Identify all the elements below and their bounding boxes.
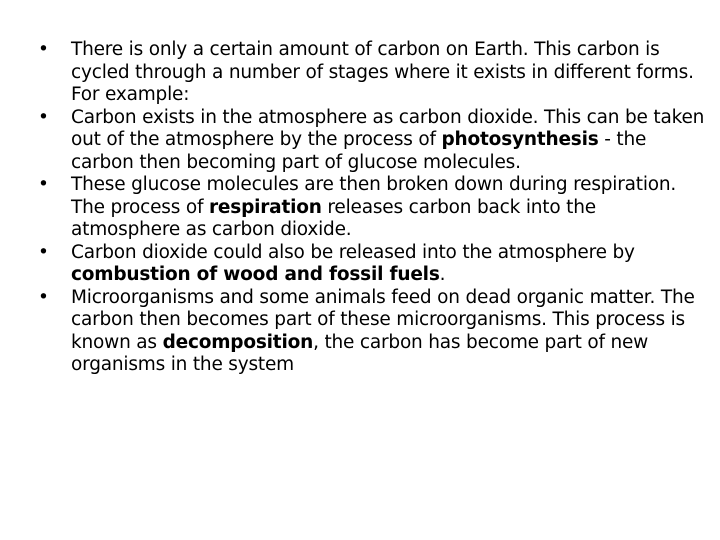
bullet-text: There is only a certain amount of carbon on Earth. This carbon is cycled through a number of stages where it exists in different forms. For example: <box>71 39 694 105</box>
bullet-text-start: Microorganisms and some animals feed on dead organic matter. The carbon then becomes part of these microorganisms. This process is known as <box>71 286 695 353</box>
bullet-text-end: - the carbon then becoming part of glucose molecules. <box>71 129 647 173</box>
bullet-text-start: Carbon exists in the atmosphere as carbon dioxide. This can be taken out of the atmosphere by the process of <box>71 106 705 150</box>
bullet-icon: • <box>38 106 49 128</box>
term-decomposition: decomposition <box>162 331 314 353</box>
term-combustion: combustion of wood and fossil fuels <box>71 264 440 285</box>
bullet-icon: • <box>38 174 49 195</box>
bullet-text-start: These glucose molecules are then broken down during respiration. The process of <box>71 174 677 218</box>
bullet-text-end: . <box>439 264 446 285</box>
bullet-item-carbon-amount <box>36 39 708 107</box>
bullet-list <box>36 39 708 377</box>
bullet-item-decomposition <box>36 287 708 377</box>
bullet-icon: • <box>38 286 49 308</box>
bullet-text-end: , the carbon has become part of new organisms in the system <box>71 331 649 375</box>
bullet-icon: • <box>38 39 49 60</box>
bullet-icon: • <box>38 241 49 263</box>
bullet-item-respiration <box>36 174 708 242</box>
bullet-item-photosynthesis <box>36 107 708 175</box>
term-respiration: respiration <box>208 196 322 218</box>
term-photosynthesis: photosynthesis <box>441 129 599 150</box>
bullet-item-combustion <box>36 242 708 287</box>
bullet-text-start: Carbon dioxide could also be released into the atmosphere by <box>71 241 635 263</box>
bullet-text-end: releases carbon back into the atmosphere as carbon dioxide. <box>71 196 596 240</box>
